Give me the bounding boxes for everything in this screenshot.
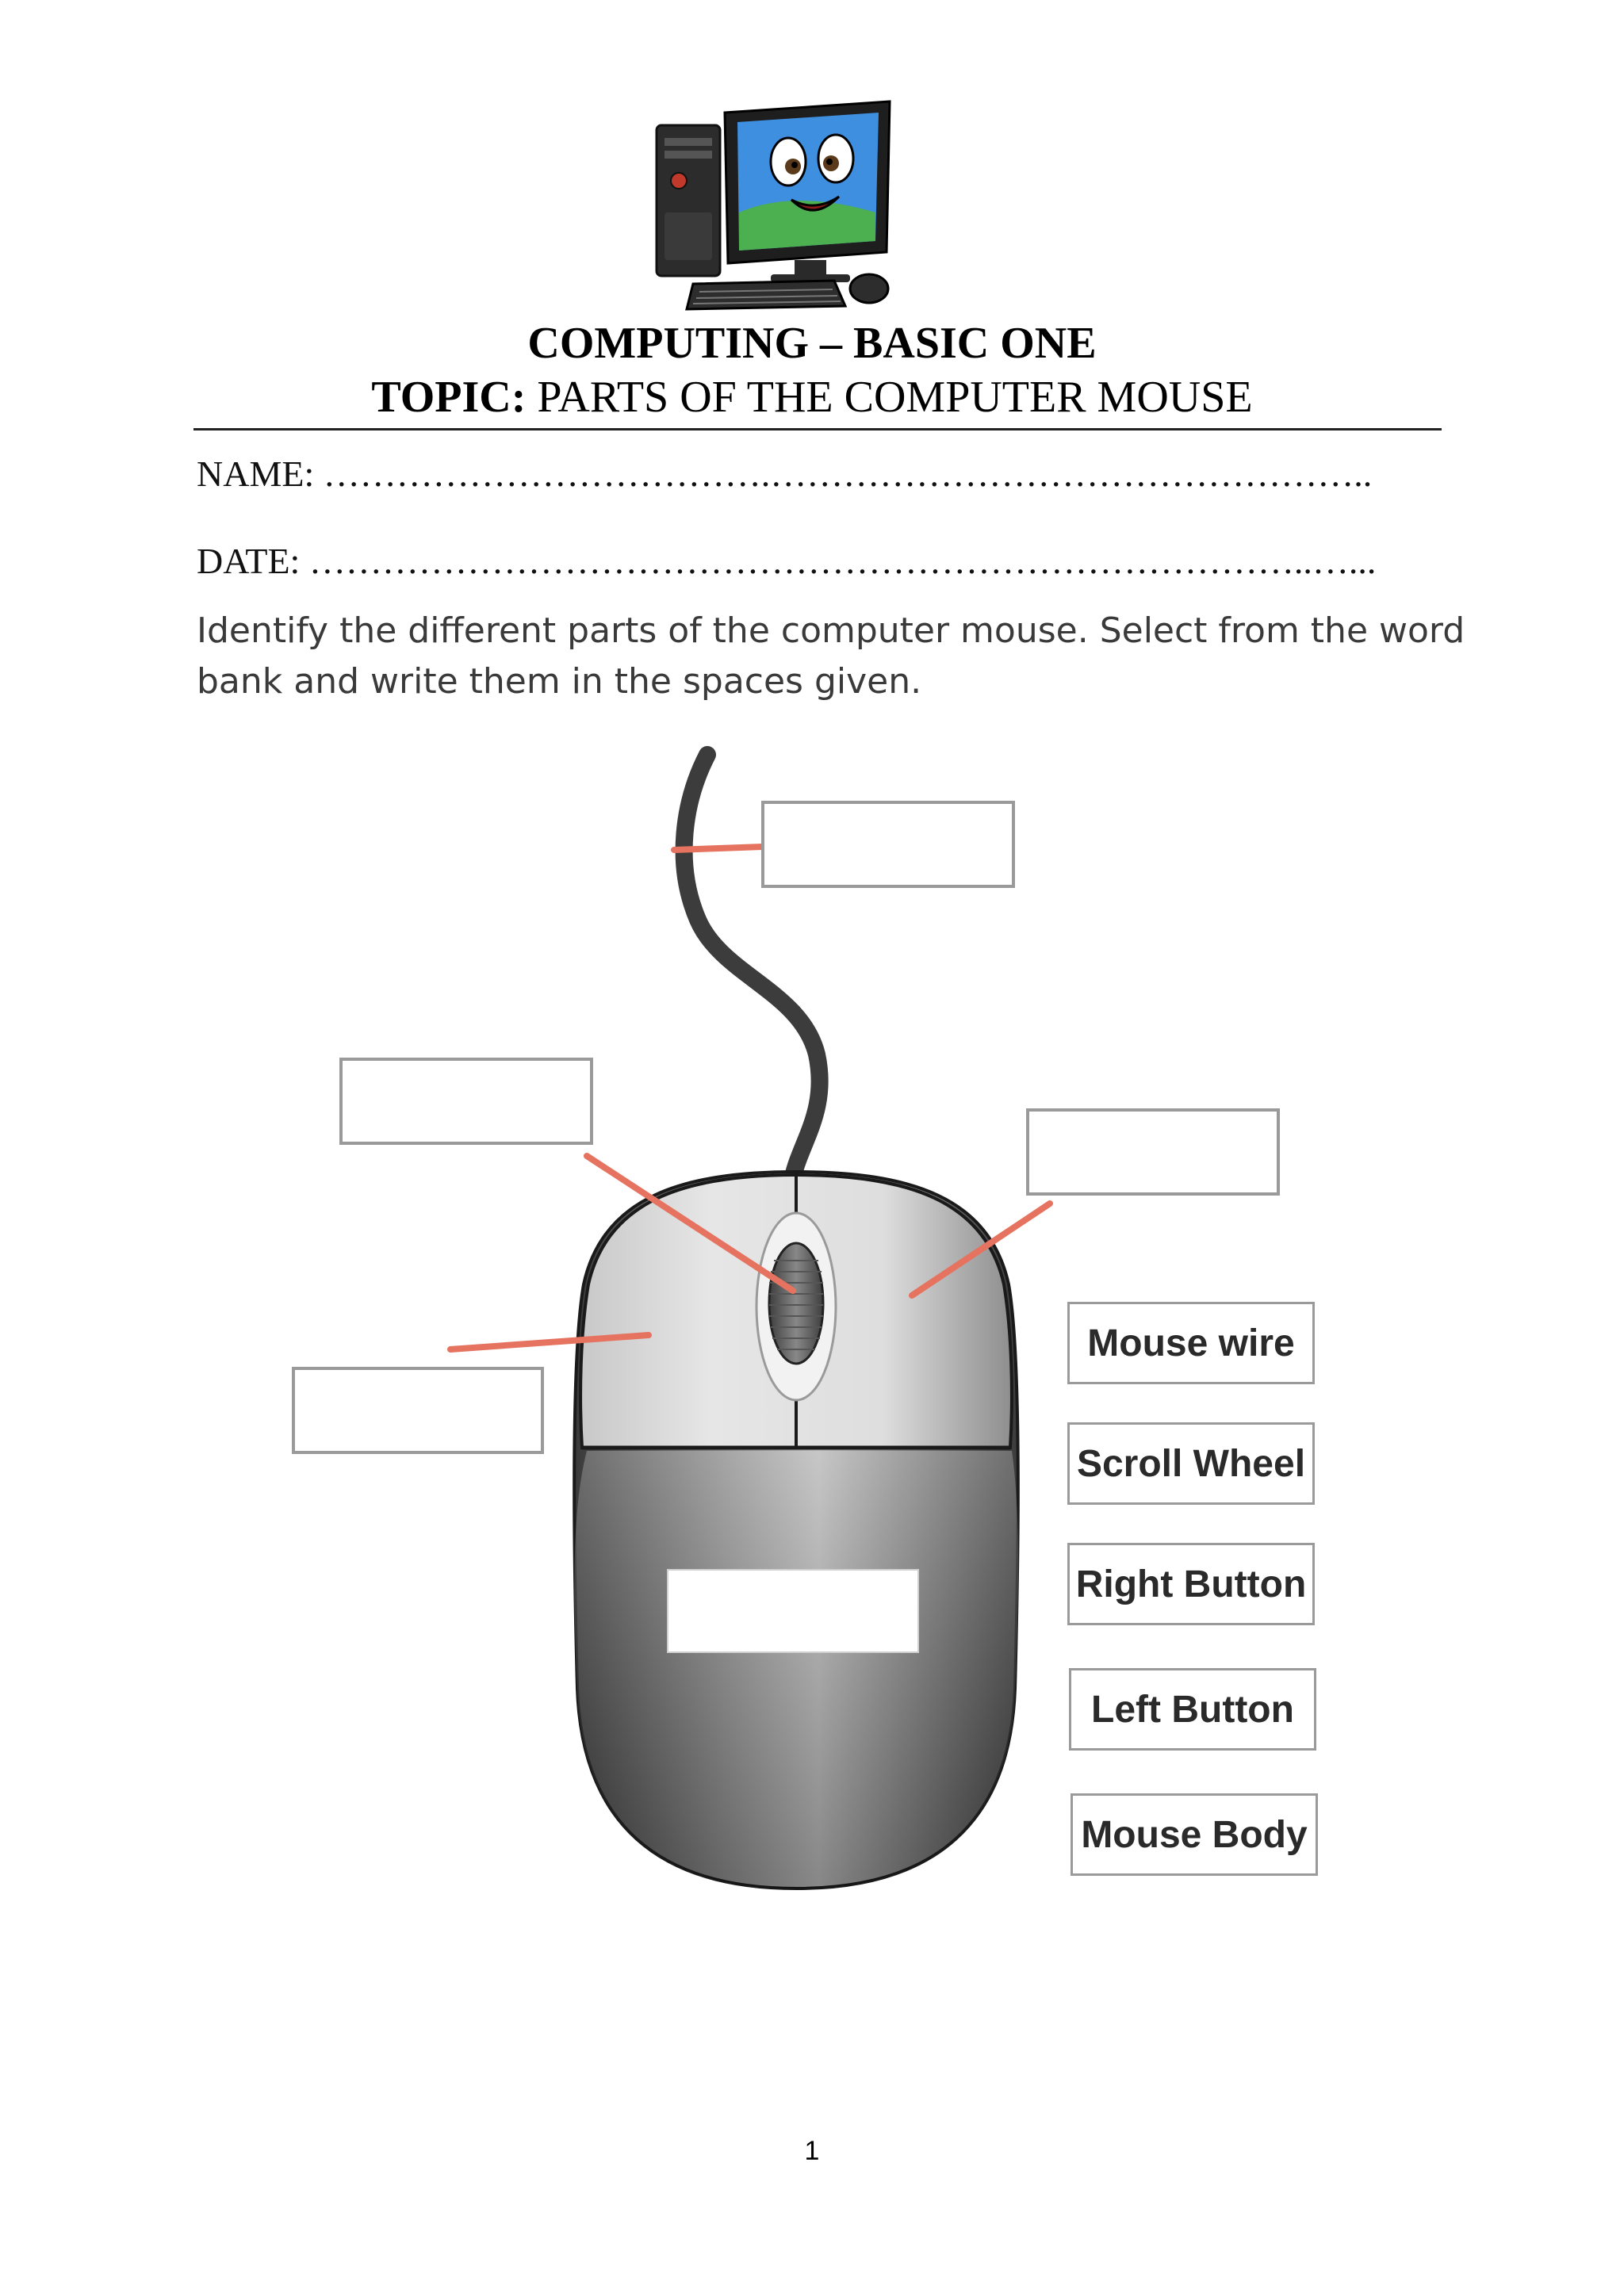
word-bank-mouse-body: Mouse Body — [1071, 1793, 1318, 1876]
answer-box-right — [1028, 1110, 1278, 1194]
pointer-line-wire — [674, 847, 763, 850]
word-bank-right-button: Right Button — [1067, 1543, 1315, 1625]
word-bank-left-button: Left Button — [1069, 1668, 1316, 1751]
instructions-text: Identify the different parts of the computer mouse. Select from the word bank and write them in the spaces given. — [197, 610, 1465, 702]
topic-text: PARTS OF THE COMPUTER MOUSE — [526, 373, 1253, 422]
topic-label: TOPIC: — [371, 373, 527, 422]
answer-box-left — [293, 1368, 542, 1452]
answer-box-body — [668, 1570, 918, 1652]
worksheet-title: COMPUTING – BASIC ONE — [527, 319, 1097, 368]
name-field[interactable]: NAME: ……………………………….………………………………………….. — [197, 453, 1373, 494]
page-number: 1 — [804, 2136, 820, 2166]
answer-box-scroll — [341, 1059, 592, 1143]
answer-box-wire — [763, 802, 1013, 886]
word-bank-mouse-wire: Mouse wire — [1067, 1302, 1315, 1384]
word-bank-scroll-wheel: Scroll Wheel — [1067, 1422, 1315, 1505]
date-field[interactable]: DATE: ………………………………………………………………………..…... — [197, 541, 1377, 581]
